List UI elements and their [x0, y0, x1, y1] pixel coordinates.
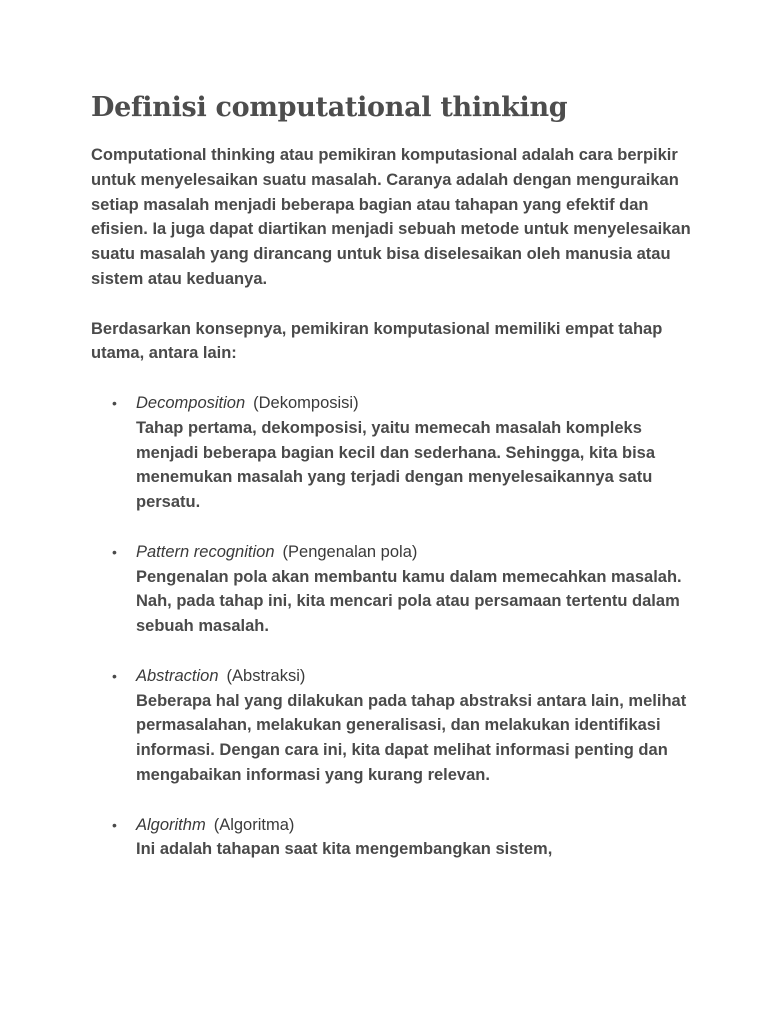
step-description: Pengenalan pola akan membantu kamu dalam memecahkan masalah. Nah, pada tahap ini, kita mencari pola atau persamaan tertentu dalam sebuah masalah. — [136, 567, 682, 636]
paragraph-gap — [91, 292, 691, 317]
steps-list — [91, 391, 691, 862]
bullet-icon: • — [112, 394, 117, 411]
step-description: Beberapa hal yang dilakukan pada tahap abstraksi antara lain, melihat permasalahan, melakukan generalisasi, dan melakukan identifikasi informasi. Dengan cara ini, kita dapat melihat informasi penting dan mengabaikan informasi yang kurang relevan. — [136, 691, 687, 784]
step-translation: (Pengenalan pola) — [282, 542, 418, 561]
step-description: Tahap pertama, dekomposisi, yaitu memecah masalah kompleks menjadi beberapa bagian kecil dan sederhana. Sehingga, kita bisa menemukan masalah yang terjadi dengan menyelesaikannya satu persatu. — [136, 418, 656, 512]
lead-paragraph: Berdasarkan konsepnya, pemikiran komputasional memiliki empat tahap utama, antara lain: — [91, 319, 663, 363]
step-term: Decomposition — [136, 393, 246, 412]
list-item-abstraction — [91, 664, 691, 788]
step-term: Algorithm — [136, 815, 206, 834]
paragraph-gap — [91, 366, 691, 391]
step-translation: (Dekomposisi) — [253, 393, 359, 412]
step-term: Pattern recognition — [136, 542, 275, 561]
list-item-decomposition — [91, 391, 691, 515]
list-item-algorithm — [91, 813, 691, 863]
list-item-pattern-recognition — [91, 540, 691, 639]
step-translation: (Algoritma) — [213, 815, 295, 834]
intro-paragraph: Computational thinking atau pemikiran komputasional adalah cara berpikir untuk menyelesaikan suatu masalah. Caranya adalah dengan menguraikan setiap masalah menjadi beberapa bagian atau tahapan yang efektif dan efisien. Ia juga dapat diartikan menjadi sebuah metode untuk menyelesaikan suatu masalah yang dirancang untuk bisa diselesaikan oleh manusia atau sistem atau keduanya. — [91, 146, 691, 288]
document-page — [91, 88, 691, 887]
bullet-icon: • — [112, 543, 117, 560]
bullet-icon: • — [112, 667, 117, 684]
step-translation: (Abstraksi) — [226, 666, 306, 685]
page-title: Definisi computational thinking — [91, 92, 568, 123]
step-description: Ini adalah tahapan saat kita mengembangkan sistem, — [136, 840, 553, 859]
bullet-icon: • — [112, 816, 117, 833]
step-term: Abstraction — [136, 666, 219, 685]
